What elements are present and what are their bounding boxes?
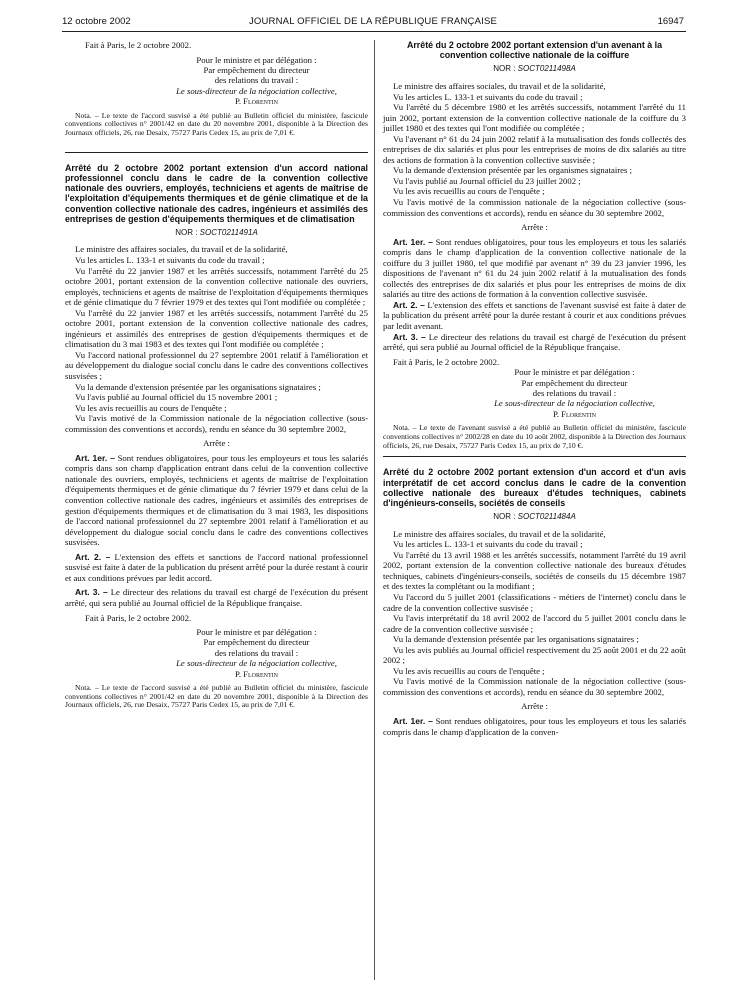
article-text: Sont rendues obligatoires, pour tous les employeurs et tous les salariés compris dans son champ d'application entrant dans celui de la convention collective nationale des ouvriers, employés, techniciens et agents de maîtrise de l'exploitation d'équipements thermiques et de génie climatique du 7 février 1979 et dans celui de la convention collective nationale des cadres, ingénieurs et assimilés des entreprises de gestion d'équipements thermiques et de climatisation du 3 mai 1983, les dispositions de l'accord national professionnel du 27 septembre 2001 relatif à l'amélioration et au développement du dialogue social conclu dans le cadre des conventions collectives susvisées. bbox=[65, 452, 369, 548]
article-label: Art. 3. – bbox=[75, 587, 108, 598]
article-label: Art. 2. – bbox=[393, 299, 425, 310]
visa: Vu l'arrêté du 22 janvier 1987 et les arrêtés successifs, notamment l'arrêté du 25 octobre 2001, portant extension de la convention collective nationale des cadres, ingénieurs et assimilés des entreprises de gestion d'équipements thermiques et de climatisation du 3 mai 1983 et des textes qui l'ont modifiée ou complétée ; bbox=[65, 307, 368, 350]
visa: Vu la demande d'extension présentée par les organisations signataires ; bbox=[393, 634, 639, 645]
nota-text: Nota. – Le texte de l'accord susvisé a été publié au Bulletin officiel du ministère, fascicule conventions collectives n° 2001/42 en date du 20 novembre 2001, disponible à la Direction des Journaux officiels, 26, rue Desaix, 75727 Paris Cedex 15, au prix de 7,01 €. bbox=[65, 683, 368, 710]
sig-line: des relations du travail : bbox=[532, 387, 617, 398]
section-rule bbox=[383, 456, 686, 457]
sig-line: des relations du travail : bbox=[214, 647, 299, 658]
sig-line: des relations du travail : bbox=[214, 75, 299, 86]
header-date: 12 octobre 2002 bbox=[62, 16, 131, 27]
visa: Vu l'avis motivé de la Commission nationale de la négociation collective (sous-commission des conventions et accords), rendu en séance du 30 septembre 2002, bbox=[65, 413, 368, 434]
visa: Vu les articles L. 133-1 et suivants du code du travail ; bbox=[393, 539, 583, 550]
visa: Vu l'avenant n° 61 du 24 juin 2002 relatif à la mutualisation des fonds collectés des entreprises de dix salariés et plus pour les entreprises de moins de dix salariés au titre des actions de formation à la convention collective susvisée ; bbox=[383, 133, 686, 165]
nota-text: Nota. – Le texte de l'avenant susvisé a été publié au Bulletin officiel du ministère, fascicule conventions collectives n° 2002/28 en date du 10 août 2002, disponible à la Direction des Journaux officiels, 26, rue Desaix, 75727 Paris Cedex 15, au prix de 7,10 €. bbox=[383, 423, 686, 450]
arrete-heading: Arrête : bbox=[521, 701, 548, 712]
visa: Vu l'avis publié au Journal officiel du 23 juillet 2002 ; bbox=[393, 175, 581, 186]
visa: Vu l'avis motivé de la commission nationale de la négociation collective (sous-commission des conventions et accords), rendu en séance du 30 septembre 2002, bbox=[383, 196, 686, 218]
nor-code: SOCT0211498A bbox=[517, 64, 576, 74]
nota bbox=[65, 112, 368, 138]
fait-a-paris: Fait à Paris, le 2 octobre 2002. bbox=[85, 612, 192, 623]
arrete-title: Arrêté du 2 octobre 2002 portant extension d'un accord et d'un avis interprétatif de cet accord conclus dans le cadre de la convention collective nationale des bureaux d'études techniques, cabinets d'ingénieurs-conseils, sociétés de conseils bbox=[383, 467, 686, 508]
visa: Vu l'arrêté du 5 décembre 1980 et les arrêtés successifs, notamment l'arrêté du 11 juin 2002, portant extension de la convention collective nationale de la coiffure du 3 juillet 1980 et des textes qui l'ont modifiée ou complétée ; bbox=[383, 102, 686, 134]
fait-a-paris: Fait à Paris, le 2 octobre 2002. bbox=[85, 40, 192, 50]
article-text: L'extension des effets et sanctions de l'accord national professionnel susvisé est faite à dater de la publication du présent arrêté pour la durée restant à courir et aux conditions prévues par ledit accord. bbox=[65, 551, 369, 583]
arrete-title: Arrêté du 2 octobre 2002 portant extension d'un avenant à la convention collective nationale de la coiffure bbox=[406, 40, 663, 61]
signature-block bbox=[463, 367, 686, 419]
article-1 bbox=[383, 237, 686, 300]
visa: Vu les avis recueillis au cours de l'enquête ; bbox=[393, 665, 545, 676]
nor-code: SOCT0211491A bbox=[199, 227, 258, 237]
nor-label: NOR : bbox=[493, 512, 516, 522]
sig-line: Pour le ministre et par délégation : bbox=[196, 54, 317, 65]
article-label: Art. 3. – bbox=[393, 331, 426, 342]
fait-a-paris: Fait à Paris, le 2 octobre 2002. bbox=[393, 356, 500, 367]
arrete-heading: Arrête : bbox=[521, 222, 548, 233]
visa: Le ministre des affaires sociales, du travail et de la solidarité, bbox=[393, 528, 606, 539]
article-text: L'extension des effets et sanctions de l'avenant susvisé est faite à dater de la publication du présent arrêté pour la durée restant à courir et aux conditions prévues par ledit avenant. bbox=[383, 299, 686, 331]
article-2 bbox=[383, 300, 686, 332]
nor-code: SOCT0211484A bbox=[517, 512, 576, 522]
visa: Vu l'avis publié au Journal officiel du 15 novembre 2001 ; bbox=[75, 392, 278, 403]
nota bbox=[383, 424, 686, 450]
article-3 bbox=[65, 587, 368, 608]
nota bbox=[65, 684, 368, 710]
visa: Vu l'accord national professionnel du 27 septembre 2001 relatif à l'amélioration et au développement du dialogue social conclu dans le cadre des conventions collectives susvisées ; bbox=[65, 349, 368, 382]
visa: Vu l'accord du 5 juillet 2001 (classifications - métiers de l'internet) conclu dans le cadre de la convention collective susvisée ; bbox=[383, 591, 686, 613]
sig-title: Le sous-directeur de la négociation collective, bbox=[176, 85, 337, 96]
nor-label: NOR : bbox=[175, 227, 198, 237]
page-header bbox=[62, 16, 684, 30]
visa: Vu l'arrêté du 13 avril 1988 et les arrêtés successifs, notamment l'arrêté du 19 avril 2002, portant extension de la convention collective nationale des bureaux d'études techniques, cabinets d'ingénieurs-conseils, sociétés de conseils du 15 décembre 1987 et des textes la complétant ou la modifiant ; bbox=[383, 549, 686, 592]
article-2 bbox=[65, 552, 368, 584]
visa: Vu les articles L. 133-1 et suivants du code du travail ; bbox=[75, 255, 265, 265]
sig-line: Pour le ministre et par délégation : bbox=[196, 627, 317, 638]
column-separator bbox=[374, 40, 375, 980]
visa: Le ministre des affaires sociales, du travail et de la solidarité, bbox=[75, 244, 288, 255]
article-1 bbox=[65, 453, 368, 548]
sig-name: P. Florentin bbox=[552, 408, 597, 419]
article-text: Le directeur des relations du travail est chargé de l'exécution du présent arrêté, qui sera publié au Journal officiel de la République française. bbox=[65, 587, 368, 608]
article-1 bbox=[383, 716, 686, 737]
section-rule bbox=[65, 152, 368, 153]
signature-block bbox=[145, 627, 368, 679]
visa: Vu les articles L. 133-1 et suivants du code du travail ; bbox=[393, 91, 583, 102]
header-journal-title: JOURNAL OFFICIEL DE LA RÉPUBLIQUE FRANÇAISE bbox=[248, 16, 498, 27]
visa: Vu les avis recueillis au cours de l'enquête ; bbox=[393, 186, 545, 197]
nota-text: Nota. – Le texte de l'accord susvisé a été publié au Bulletin officiel du ministère, fascicule conventions collectives n° 2001/42 en date du 20 novembre 2001, disponible à la Direction des Journaux officiels, 26, rue Desaix, 75727 Paris Cedex 15, au prix de 7,01 €. bbox=[65, 110, 368, 137]
signature-block bbox=[145, 55, 368, 107]
visa: Vu l'avis motivé de la Commission nationale de la négociation collective (sous-commission des conventions et accords), rendu en séance du 30 septembre 2002, bbox=[383, 676, 686, 697]
header-page-number: 16947 bbox=[657, 16, 684, 27]
right-column bbox=[383, 40, 686, 737]
article-label: Art. 2. – bbox=[75, 551, 111, 562]
sig-name: P. Florentin bbox=[234, 96, 279, 107]
nor-reference bbox=[383, 64, 686, 75]
article-text: Le directeur des relations du travail est chargé de l'exécution du présent arrêté, qui sera publié au Journal officiel de la République française. bbox=[383, 331, 686, 353]
sig-line: Par empêchement du directeur bbox=[203, 637, 310, 648]
header-rule bbox=[62, 31, 686, 32]
article-label: Art. 1er. – bbox=[393, 236, 433, 247]
article-text: Sont rendues obligatoires, pour tous les employeurs et tous les salariés compris dans le champ d'application de la conven- bbox=[383, 715, 687, 737]
sig-title: Le sous-directeur de la négociation collective, bbox=[176, 658, 337, 669]
arrete-title: Arrêté du 2 octobre 2002 portant extension d'un accord national professionnel conclu dans le cadre de la convention collective nationale des ouvriers, employés, techniciens et agents de maîtrise de l'exploitation d'équipements thermiques et de génie climatique et de la convention collective nationale des cadres, ingénieurs et assimilés des entreprises de gestion d'équipements thermiques et de climatisation bbox=[65, 162, 368, 224]
visa: Vu la demande d'extension présentée par les organismes signataires ; bbox=[393, 165, 632, 176]
sig-line: Par empêchement du directeur bbox=[203, 64, 310, 75]
sig-line: Pour le ministre et par délégation : bbox=[514, 367, 635, 378]
sig-title: Le sous-directeur de la négociation collective, bbox=[494, 398, 655, 409]
visa: Vu les avis recueillis au cours de l'enquête ; bbox=[75, 402, 227, 413]
sig-line: Par empêchement du directeur bbox=[521, 377, 628, 388]
sig-name: P. Florentin bbox=[234, 668, 279, 679]
article-label: Art. 1er. – bbox=[75, 452, 115, 463]
left-column bbox=[65, 40, 368, 710]
article-text: Sont rendues obligatoires, pour tous les employeurs et tous les salariés compris dans le champ d'application de la convention collective nationale de la coiffure du 3 juillet 1980, tel que modifié par avenant n° 39 du 23 janvier 1996, les dispositions de l'avenant n° 61 du 24 juin 2002 relatif à la mutualisation des fonds collectés des entreprises de dix salariés et plus pour les entreprises de moins de dix salariés au titre des actions de formation à la convention collective susvisée. bbox=[383, 236, 687, 300]
visa: Vu les avis publiés au Journal officiel respectivement du 25 août 2001 et du 22 août 2002 ; bbox=[383, 644, 686, 666]
nor-reference bbox=[65, 228, 368, 239]
arrete-heading: Arrête : bbox=[203, 438, 230, 449]
article-3 bbox=[383, 332, 686, 353]
visa: Le ministre des affaires sociales, du travail et de la solidarité, bbox=[393, 80, 606, 91]
visa: Vu l'avis interprétatif du 18 avril 2002 de l'accord du 5 juillet 2001 conclu dans le cadre de la convention collective susvisée ; bbox=[383, 613, 686, 634]
nor-label: NOR : bbox=[493, 64, 516, 74]
visa: Vu l'arrêté du 22 janvier 1987 et les arrêtés successifs, notamment l'arrêté du 25 octobre 2001, portant extension de la convention collective nationale des ouvriers, employés, techniciens et agents de maîtrise de l'exploitation d'équipements thermiques et de génie climatique du 7 février 1979 et des textes qui l'ont modifiée ou complétée ; bbox=[65, 265, 368, 308]
visa: Vu la demande d'extension présentée par les organisations signataires ; bbox=[75, 381, 321, 392]
article-label: Art. 1er. – bbox=[393, 715, 433, 726]
nor-reference bbox=[383, 512, 686, 523]
